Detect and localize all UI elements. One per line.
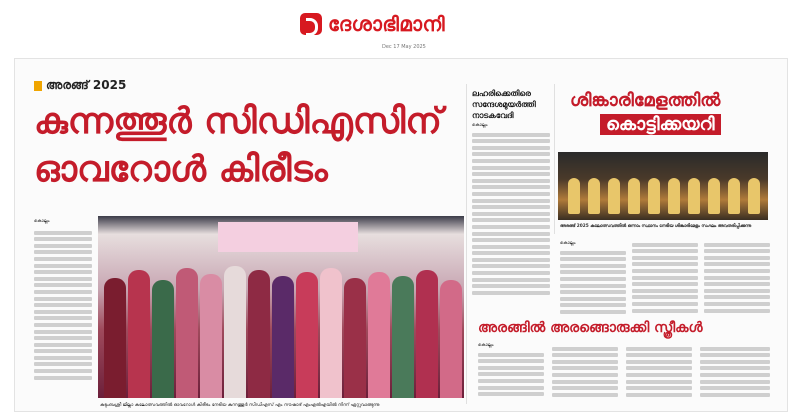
- right-body-col2: [632, 240, 698, 316]
- bottom-body-col3: [626, 344, 692, 402]
- bottom-headline: അരങ്ങിൽ അരങ്ങൊരുക്കി സ്ത്രീകൾ: [478, 320, 703, 336]
- section-kicker: [34, 78, 126, 93]
- main-headline: കുന്നത്തൂർ സിഡിഎസിന് ഓവറോൾ കിരീടം: [34, 101, 442, 190]
- singarimelam-photo[interactable]: [558, 152, 768, 220]
- edition-date: Dec 17 May 2025: [382, 44, 426, 50]
- deshabhimani-logo-icon: [300, 13, 322, 35]
- bottom-body-col4: [700, 344, 770, 402]
- logo-text: ദേശാഭിമാനി: [328, 12, 446, 36]
- main-dateline: കൊല്ലം: [34, 219, 50, 224]
- right-photo-caption: അരങ്ങ് 2025 കലോത്സവത്തിൽ ഒന്നാം സ്ഥാനം നേടിയ ശിങ്കാരിമേളം സംഘം അവതരിപ്പിക്കുന്നു: [560, 224, 751, 229]
- main-photo-caption: കുടുംബശ്രീ ജില്ലാ കലോത്സവത്തിൽ ഓവറോൾ കിരീടം നേടിയ കുന്നത്തൂർ സിഡിഎസ് എം നൗഷാദ് എംഎൽഎയിൽ നിന്ന് ഏറ്റുവാങ്ങുന്നു: [100, 403, 380, 408]
- middle-dateline: കൊല്ലം: [472, 123, 488, 128]
- bottom-body-col2: [552, 344, 618, 402]
- event-banner: [218, 222, 358, 252]
- newspaper-logo[interactable]: [300, 12, 445, 36]
- right-headline-line2: കൊട്ടിക്കയറി: [600, 114, 721, 135]
- kicker-bar-icon: [34, 81, 42, 91]
- right-headline-line1: ശിങ്കാരിമേളത്തിൽ: [570, 90, 721, 111]
- masthead: [0, 0, 800, 56]
- middle-headline: ലഹരിക്കെതിരെ സന്ദേശമുയർത്തി നാടകവേദി: [472, 89, 536, 120]
- middle-body-column: [472, 130, 550, 316]
- kicker-label: അരങ്ങ് 2025: [46, 78, 127, 92]
- bottom-body-col1: [478, 350, 544, 402]
- bottom-dateline: കൊല്ലം: [478, 343, 494, 348]
- main-story-photo[interactable]: [98, 216, 464, 398]
- right-body-col1: [560, 248, 626, 316]
- right-dateline: കൊല്ലം: [560, 241, 576, 246]
- right-body-col3: [704, 240, 770, 316]
- main-body-column: [34, 228, 92, 400]
